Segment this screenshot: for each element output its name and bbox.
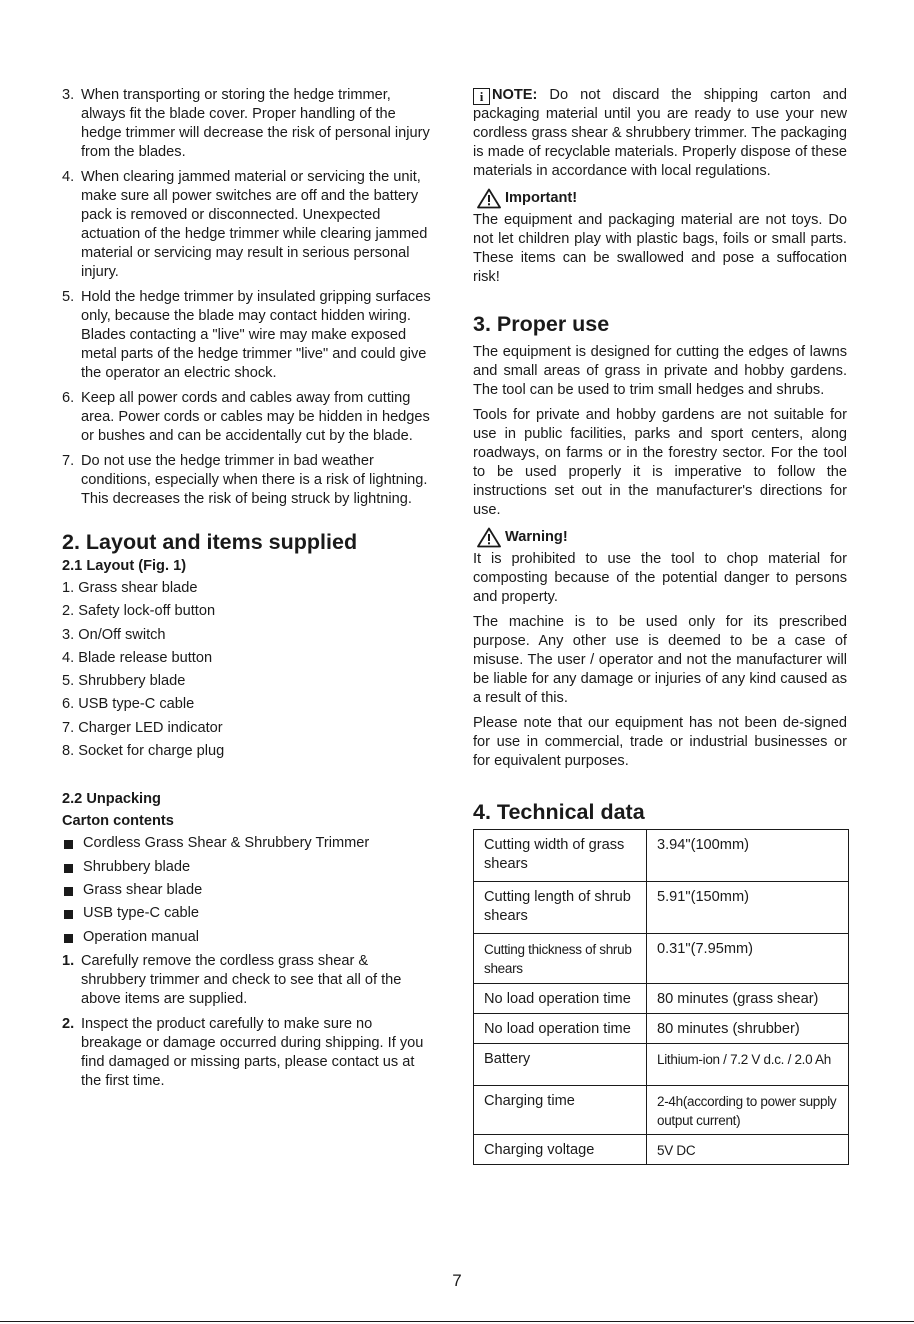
list-item: 6. Keep all power cords and cables away from cutting area. Power cords or cables may be hidden in hedges or bushes and can be accidentally cut by the blade. <box>62 390 430 444</box>
table-cell-value: Lithium-ion / 7.2 V d.c. / 2.0 Ah <box>647 1044 849 1086</box>
note-label: NOTE: <box>492 87 538 103</box>
list-item: 4. When clearing jammed material or servicing the unit, make sure all power switches are off and the battery pack is removed or disconnected. Unexpected actuation of the hedge trimmer while clearing jammed material or servicing may result in serious personal injury. <box>62 169 428 280</box>
table-cell-value: 5V DC <box>647 1135 849 1165</box>
list-item: Grass shear blade <box>62 879 437 902</box>
note-paragraph: i NOTE: Do not discard the shipping carton and packaging material until you are ready to use your new cordless grass shear & shrubbery trimmer. The packaging is made of recyclable materials. Properly dispose of these materials in accordance with local regulations. <box>473 87 847 179</box>
list-item: 1. Carefully remove the cordless grass shear & shrubbery trimmer and check to see that all of the above items are supplied. <box>62 952 402 1007</box>
table-row <box>474 984 849 1014</box>
carton-list <box>62 832 437 948</box>
list-item: Shrubbery blade <box>62 856 437 879</box>
list-item: 2. Safety lock-off button <box>62 603 216 620</box>
section-3-heading: 3. Proper use <box>473 312 610 336</box>
important-heading: Important! <box>477 187 847 209</box>
proper-use-paragraph: Please note that our equipment has not been de-signed for use in commercial, trade or industrial businesses or for equivalent purposes. <box>473 715 847 769</box>
table-cell-label: No load operation time <box>474 984 647 1014</box>
proper-use-paragraph: The machine is to be used only for its prescribed purpose. Any other use is deemed to be a case of misuse. The user / operator and not the manufacturer will be liable for any damage or injuries of any kind caused as a result of this. <box>473 614 847 706</box>
bullet-square-icon <box>64 864 73 873</box>
page-number: 7 <box>452 1271 462 1290</box>
table-cell-label: No load operation time <box>474 1014 647 1044</box>
table-cell-value: 5.91"(150mm) <box>647 882 849 934</box>
table-row <box>474 830 849 882</box>
list-item: Operation manual <box>62 926 437 949</box>
proper-use-paragraph: Tools for private and hobby gardens are not suitable for use in public facilities, parks and sport centers, along roadways, on farms or in the forestry sector. For the tool to be used properly it is imperative to follow the instructions set out in the manufacturer's directions for use. <box>473 407 847 518</box>
layout-list <box>62 577 437 763</box>
list-item: 1. Grass shear blade <box>62 580 198 596</box>
table-cell-label: Cutting width of grass shears <box>474 830 647 882</box>
table-cell-label: Charging voltage <box>474 1135 647 1165</box>
layout-heading: 2.1 Layout (Fig. 1) <box>62 558 187 574</box>
right-column <box>473 86 847 1165</box>
info-icon: i <box>473 88 490 105</box>
left-column <box>62 86 437 1097</box>
table-row <box>474 1014 849 1044</box>
warning-heading: Warning! <box>477 526 847 548</box>
carton-contents-heading: Carton contents <box>62 813 174 830</box>
list-item: 2. Inspect the product carefully to make sure no breakage or damage occurred during shipping. If you find damaged or missing parts, please contact us at the first time. <box>62 1015 424 1089</box>
list-item: 7. Charger LED indicator <box>62 719 223 736</box>
table-row <box>474 1086 849 1135</box>
list-item: 6. USB type-C cable <box>62 696 195 713</box>
technical-data-table <box>473 829 849 1165</box>
warning-text: It is prohibited to use the tool to chop material for composting because of the potential danger to persons and property. <box>473 551 847 605</box>
table-cell-value: 2-4h(according to power supply output current) <box>647 1086 849 1135</box>
table-cell-value: 80 minutes (shrubber) <box>647 1014 849 1044</box>
safety-list <box>62 86 437 509</box>
table-cell-label: Cutting length of shrub shears <box>474 882 647 934</box>
bullet-square-icon <box>64 910 73 919</box>
page-bottom-rule <box>0 1321 914 1322</box>
bullet-square-icon <box>64 887 73 896</box>
table-row <box>474 882 849 934</box>
list-item: Cordless Grass Shear & Shrubbery Trimmer <box>62 832 437 855</box>
list-item: 7. Do not use the hedge trimmer in bad weather conditions, especially when there is a risk of lightning. This decreases the risk of being struck by lightning. <box>62 453 428 507</box>
list-item: USB type-C cable <box>62 902 437 925</box>
list-item: 8. Socket for charge plug <box>62 743 225 760</box>
section-4-heading: 4. Technical data <box>473 800 645 824</box>
table-row <box>474 1044 849 1086</box>
bullet-square-icon <box>64 840 73 849</box>
table-cell-value: 0.31"(7.95mm) <box>647 934 849 984</box>
table-cell-label: Charging time <box>474 1086 647 1135</box>
bullet-square-icon <box>64 934 73 943</box>
table-row <box>474 1135 849 1165</box>
list-item: 4. Blade release button <box>62 649 213 666</box>
list-item: 3. On/Off switch <box>62 626 166 643</box>
list-item: 5. Hold the hedge trimmer by insulated gripping surfaces only, because the blade may contact hidden wiring. Blades contacting a "live" wire may make exposed metal parts of the hedge trimmer "live" and could give the operator an electric shock. <box>62 289 431 381</box>
list-item: 5. Shrubbery blade <box>62 673 186 690</box>
table-row <box>474 934 849 984</box>
section-2-heading: 2. Layout and items supplied <box>62 530 358 554</box>
unpacking-heading: 2.2 Unpacking <box>62 791 161 808</box>
table-cell-value: 80 minutes (grass shear) <box>647 984 849 1014</box>
table-cell-label: Cutting thickness of shrub shears <box>474 934 647 984</box>
proper-use-paragraph: The equipment is designed for cutting the edges of lawns and small areas of grass in private and hobby gardens. The tool can be used to trim small hedges and shrubs. <box>473 344 847 398</box>
warning-triangle-icon <box>477 527 501 548</box>
important-text: The equipment and packaging material are not toys. Do not let children play with plastic bags, foils or small parts. These items can be swallowed and pose a suffocation risk! <box>473 212 847 285</box>
unpack-steps <box>62 952 437 1091</box>
warning-triangle-icon <box>477 188 501 209</box>
list-item: 3. When transporting or storing the hedge trimmer, always fit the blade cover. Proper handling of the hedge trimmer will decrease the risk of personal injury from the blades. <box>62 87 430 160</box>
table-cell-label: Battery <box>474 1044 647 1086</box>
table-cell-value: 3.94"(100mm) <box>647 830 849 882</box>
